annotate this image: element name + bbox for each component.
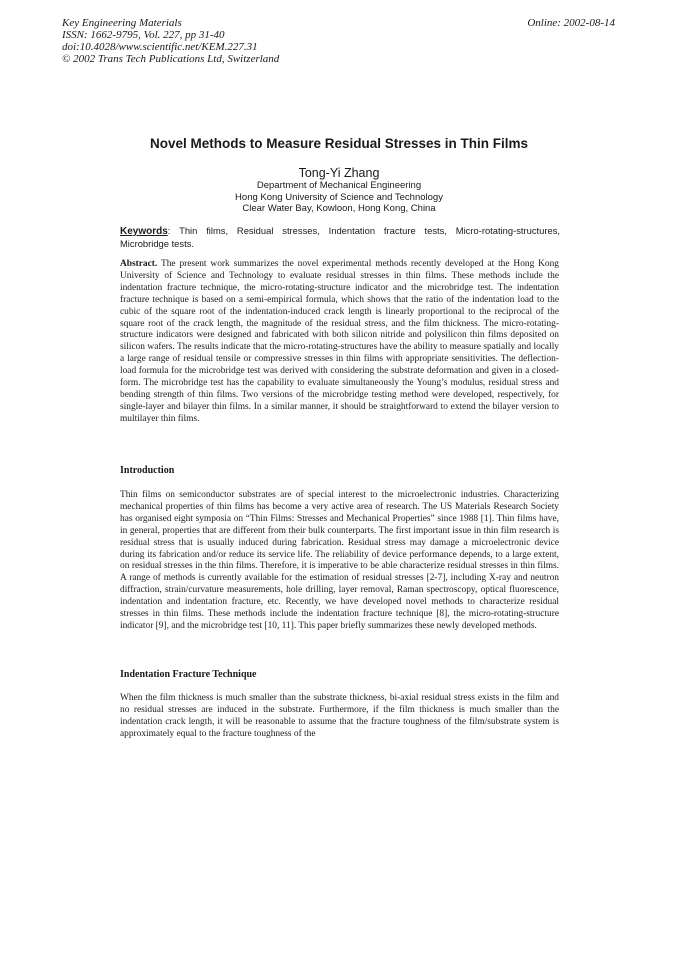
online-date: Online: 2002-08-14 bbox=[527, 17, 615, 29]
keywords-block bbox=[120, 225, 560, 249]
abstract-paragraph bbox=[120, 259, 559, 426]
copyright-line: © 2002 Trans Tech Publications Ltd, Switzerland bbox=[62, 53, 280, 65]
introduction-heading: Introduction bbox=[120, 465, 175, 476]
doi-line: doi:10.4028/www.scientific.net/KEM.227.31 bbox=[62, 41, 258, 53]
issn-line: ISSN: 1662-9795, Vol. 227, pp 31-40 bbox=[62, 29, 225, 41]
keywords-text: : Thin films, Residual stresses, Indentation fracture tests, Micro-rotating-structures, Microbridge tests. bbox=[120, 225, 560, 249]
paper-author: Tong-Yi Zhang bbox=[298, 166, 380, 180]
affiliation-line: Department of Mechanical Engineering bbox=[256, 180, 422, 191]
author-affiliation bbox=[0, 180, 678, 215]
introduction-paragraph: Thin films on semiconductor substrates are of special interest to the microelectronic industries. Characterizing mechanical properties of thin films has become a very active area of research. The US Materials Research Society has organised eight symposia on “Thin Films: Stresses and Mechanical Properties” since 1988 [1]. Thin films have, in general, properties that are different from their bulk counterparts. The first important issue in thin film research is residual stress that is usually induced during fabrication. Residual stress may damage a microelectronic device during its fabrication and/or reduce its service life. The reliability of device performance depends, to a large extent, on residual stresses in the thin films. Therefore, it is imperative to be able characterize residual stresses in thin films. A range of methods is currently available for the estimation of residual stresses [2-7], including X-ray and neutron diffraction, strain/curvature measurements, hole drilling, layer removal, Raman spectroscopy, optical fluorescence, indentation and indentation fracture, etc. Recently, we have developed novel methods to characterize residual stresses in thin films. These methods include the indentation fracture technique [8], the micro-rotating-structure indicator [9], and the microbridge test [10, 11]. This paper briefly summarizes these newly developed methods. bbox=[120, 490, 559, 631]
abstract-label: Abstract. bbox=[120, 259, 158, 269]
indentation-heading: Indentation Fracture Technique bbox=[120, 669, 257, 680]
journal-name: Key Engineering Materials bbox=[62, 17, 182, 29]
paper-title: Novel Methods to Measure Residual Stresses in Thin Films bbox=[149, 136, 529, 151]
indentation-paragraph: When the film thickness is much smaller than the substrate thickness, bi-axial residual stress exists in the film and no residual stresses are induced in the substrate. Furthermore, if the film thickness is much smaller than the indentation crack length, it will be reasonable to assume that the fracture toughness of the film/substrate system is approximately equal to the fracture toughness of the bbox=[120, 693, 559, 739]
affiliation-line: Hong Kong University of Science and Technology bbox=[235, 191, 443, 203]
journal-header bbox=[62, 17, 279, 65]
affiliation-line: Clear Water Bay, Kowloon, Hong Kong, China bbox=[242, 203, 436, 214]
keywords-label: Keywords bbox=[120, 226, 168, 237]
abstract-text: The present work summarizes the novel experimental methods recently developed at the Hong Kong University of Science and Technology to evaluate residual stresses in thin films. These methods include the indentation fracture technique, the micro-rotating-structure indicator and the microbridge test. The indentation fracture technique is based on a semi-empirical formula, which shows that the ratio of the indentation load to the cubic of the square root of the indentation-induced crack length is linearly proportional to the reciprocal of the square root of the crack length, the magnitude of the residual stress, and the film thickness. The micro-rotating-structure indicators were designed and fabricated with both silicon nitride and polysilicon thin films deposited on silicon wafers. The results indicate that the micro-rotating-structures have the ability to measure spatially and locally a large range of residual tensile or compressive stresses in thin films with appropriate sensitivities. The deflection-load formula for the microbridge test was derived with considering the substrate deformation and given in a closed-form. The microbridge test has the capability to evaluate simultaneously the Young’s modulus, residual stress and bending strength of thin films. Two versions of the microbridge testing method were developed, respectively, for single-layer and bilayer thin films. In a similar manner, it should be straightforward to extend the bilayer version to multilayer thin films. bbox=[120, 259, 559, 424]
